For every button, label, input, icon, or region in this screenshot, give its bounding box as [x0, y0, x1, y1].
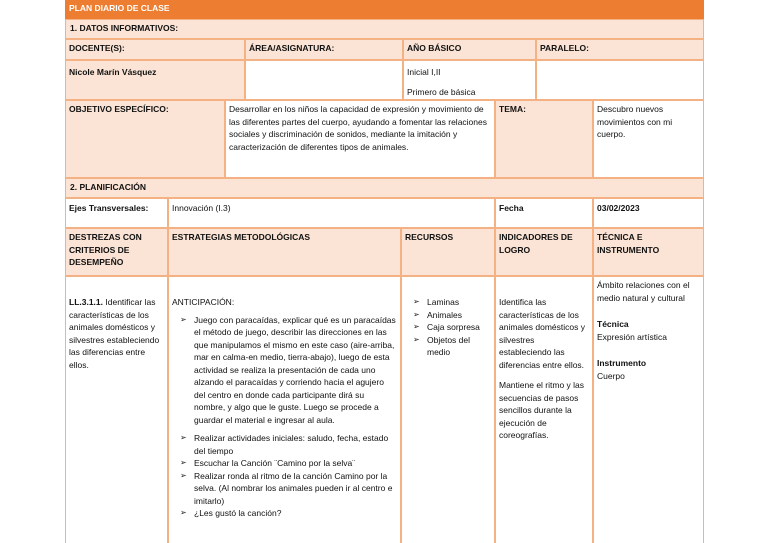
anio-value-2: Primero de básica	[407, 86, 476, 97]
indicador-2: Mantiene el ritmo y las secuencias de pasos sencillos durante la ejecución de coreografías.	[499, 380, 585, 440]
recursos-list	[405, 296, 491, 359]
docente-label: DOCENTE(S):	[65, 39, 245, 60]
col-indicadores: INDICADORES DE LOGRO	[495, 228, 593, 276]
docente-value: Nicole Marín Vásquez	[65, 60, 245, 100]
ambito-text: Ámbito relaciones con el medio natural y cultural	[597, 280, 690, 303]
col-recursos: RECURSOS	[401, 228, 495, 276]
anio-basico-label: AÑO BÁSICO	[403, 39, 536, 60]
recurso-item: ➢ Laminas	[427, 296, 491, 309]
destreza-text: Identificar las características de los animales domésticos y silvestres estableciendo las diferencias entre ellos.	[69, 297, 160, 370]
fecha-value: 03/02/2023	[593, 198, 704, 228]
estrategias-cell	[168, 276, 401, 543]
destreza-cell	[65, 276, 168, 543]
estrategias-list-1	[172, 314, 397, 427]
estrategias-list-2	[172, 432, 397, 520]
indicadores-cell	[495, 276, 593, 543]
area-label: ÁREA/ASIGNATURA:	[245, 39, 403, 60]
indicador-1: Identifica las características de los animales domésticos y silvestres estableciendo las diferencias entre ellos.	[499, 297, 585, 370]
estrategia-item: ➢ Realizar ronda al ritmo de la canción Camino por la selva. (Al nombrar los animales pueden ir al centro e imitarlo)	[194, 470, 397, 508]
destreza-code: LL.3.1.1.	[69, 297, 104, 307]
anio-value-1: Inicial I,II	[407, 67, 441, 77]
instrumento-label: Instrumento	[597, 358, 647, 368]
paralelo-label: PARALELO:	[536, 39, 704, 60]
recurso-item: ➢ Caja sorpresa	[427, 321, 491, 334]
ejes-label: Ejes Transversales:	[65, 198, 168, 228]
anio-basico-value	[403, 60, 536, 100]
instrumento-value: Cuerpo	[597, 370, 625, 381]
tema-label: TEMA:	[495, 100, 593, 178]
recursos-cell	[401, 276, 495, 543]
plan-title-bar: PLAN DIARIO DE CLASE	[65, 0, 704, 19]
objetivo-label: OBJETIVO ESPECÍFICO:	[65, 100, 225, 178]
section-planificacion: 2. PLANIFICACIÓN	[65, 178, 704, 198]
recurso-item: ➢ Animales	[427, 309, 491, 322]
col-estrategias: ESTRATEGIAS METODOLÓGICAS	[168, 228, 401, 276]
lesson-plan-page	[65, 0, 704, 543]
fecha-label: Fecha	[495, 198, 593, 228]
estrategia-item: ➢ Realizar actividades iniciales: saludo, fecha, estado del tiempo	[194, 432, 397, 457]
tecnica-label: Técnica	[597, 319, 629, 329]
anticipacion-label: ANTICIPACIÓN:	[172, 297, 235, 307]
ejes-value: Innovación (I.3)	[168, 198, 495, 228]
tecnica-value: Expresión artística	[597, 331, 667, 342]
tema-value: Descubro nuevos movimientos con mi cuerpo.	[593, 100, 704, 178]
paralelo-value	[536, 60, 704, 100]
section-datos-informativos: 1. DATOS INFORMATIVOS:	[65, 19, 704, 39]
col-destrezas: DESTREZAS CON CRITERIOS DE DESEMPEÑO	[65, 228, 168, 276]
objetivo-text: Desarrollar en los niños la capacidad de expresión y movimiento de las diferentes partes del cuerpo, ayudando a fomentar las relaciones sociales y discriminación de sonidos, mediante la imitación y caracterización de diferentes tipos de animales.	[225, 100, 495, 178]
estrategia-item: ➢ Juego con paracaídas, explicar qué es un paracaídas el método de juego, describir las direcciones en las que manipulamos el mismo en este caso (aire-arriba, mar en calma-en medio, tierra-abajo), luego de esta actividad se realiza la presentación de cada uno alzando el paracaídas y corriendo hacia el agujero del centro en donde cada participante dirá su nombre, y algo que le guste. Luego se procede a guardar el material e ingresar al aula.	[194, 314, 397, 427]
area-value	[245, 60, 403, 100]
recurso-item: ➢ Objetos del medio	[427, 334, 491, 359]
estrategia-item: ➢ ¿Les gustó la canción?	[194, 507, 397, 520]
tecnica-cell	[593, 276, 704, 543]
estrategia-item: ➢ Escuchar la Canción ¨Camino por la selva¨	[194, 457, 397, 470]
col-tecnica: TÉCNICA E INSTRUMENTO	[593, 228, 704, 276]
